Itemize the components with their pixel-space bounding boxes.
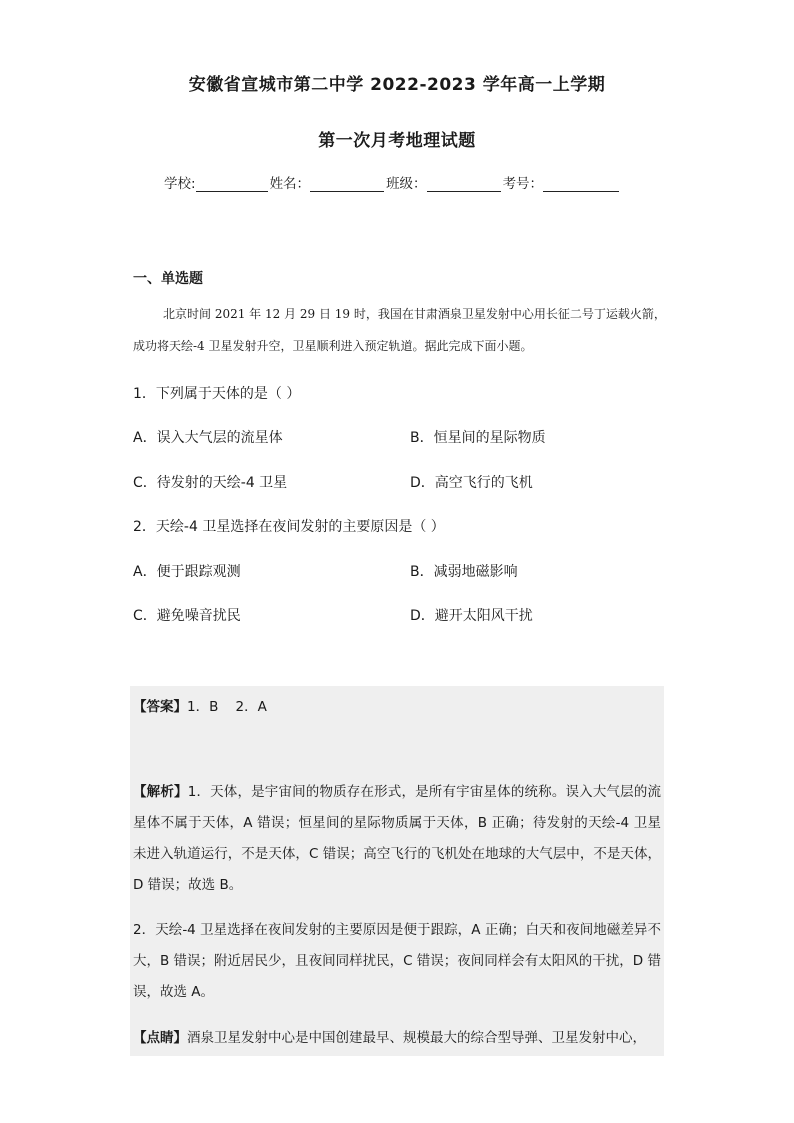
answer-text: 1．B 2．A [187,699,267,715]
school-label: 学校: [164,176,196,192]
question-1-option-a: A．误入大气层的流星体 [133,430,283,446]
exam-title-line1: 安徽省宣城市第二中学 2022-2023 学年高一上学期 [188,75,606,95]
answer-label: 【答案】 [133,699,187,715]
question-1-option-b: B．恒星间的星际物质 [410,430,546,446]
exam-no-label: 考号： [502,176,544,192]
question-2-option-c: C．避免噪音扰民 [133,608,241,624]
name-blank[interactable] [310,177,384,192]
analysis-text-1: 1．天体，是宇宙间的物质存在形式，是所有宇宙星体的统称。误入大气层的流星体不属于天体，A 错误；恒星间的星际物质属于天体，B 正确；待发射的天绘-4 卫星未进入轨道运行，不是天体，C 错误；高空飞行的飞机处在地球的大气层中，不是天体，D 错误；故选 B。 [133,784,662,893]
section-title: 一、单选题 [133,271,203,287]
comment-paragraph [133,1023,661,1054]
student-info-row [164,172,621,192]
analysis-paragraph-1 [133,777,661,901]
question-2-option-a: A．便于跟踪观测 [133,564,241,580]
comment-text: 酒泉卫星发射中心是中国创建最早、规模最大的综合型导弹、卫星发射中心， [187,1030,646,1046]
analysis-label: 【解析】 [133,784,188,800]
comment-label: 【点睛】 [133,1030,187,1046]
analysis-paragraph-2: 2．天绘-4 卫星选择在夜间发射的主要原因是便于跟踪，A 正确；白天和夜间地磁差异不大，B 错误；附近居民少，且夜间同样扰民，C 错误；夜间同样会有太阳风的干扰，D 错误，故选 A。 [133,922,661,1000]
question-1-stem: 1．下列属于天体的是（ ） [133,386,301,402]
school-blank[interactable] [196,177,268,192]
question-2-stem: 2．天绘-4 卫星选择在夜间发射的主要原因是（ ） [133,519,445,535]
exam-no-blank[interactable] [543,177,619,192]
question-1-option-d: D．高空飞行的飞机 [410,475,533,491]
class-label: 班级： [386,176,427,192]
question-intro: 北京时间 2021 年 12 月 29 日 19 时，我国在甘肃酒泉卫星发射中心用长征二号丁运载火箭，成功将天绘-4 卫星发射升空，卫星顺利进入预定轨道。据此完成下面小题。 [133,307,666,353]
exam-title-line2: 第一次月考地理试题 [318,131,476,151]
name-label: 姓名： [269,176,311,192]
answer-line [133,695,267,715]
class-blank[interactable] [427,177,501,192]
question-2-option-d: D．避开太阳风干扰 [410,608,533,624]
question-2-option-b: B．减弱地磁影响 [410,564,518,580]
question-1-option-c: C．待发射的天绘-4 卫星 [133,475,288,491]
